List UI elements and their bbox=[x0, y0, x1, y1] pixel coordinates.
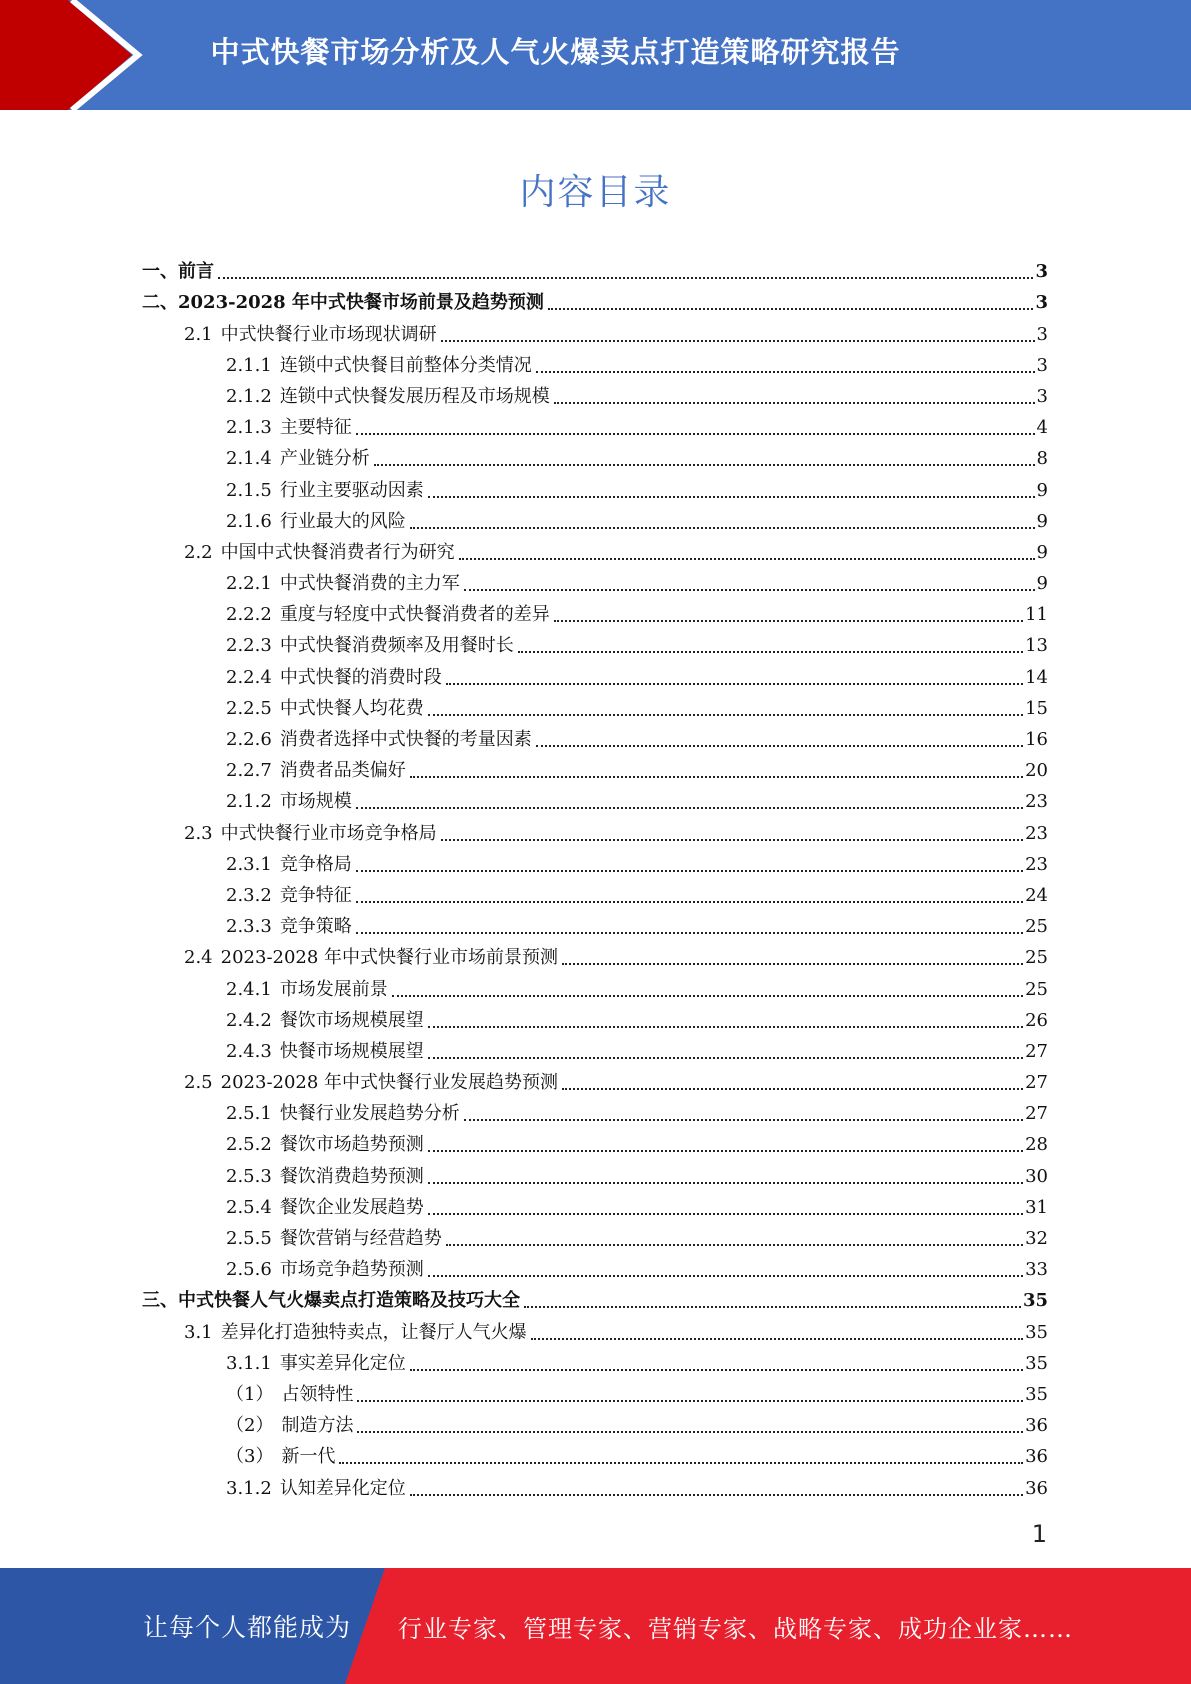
toc-entry-title: 连锁中式快餐发展历程及市场规模 bbox=[279, 385, 550, 407]
toc-entry-title: 制造方法 bbox=[281, 1415, 354, 1437]
toc-entry[interactable] bbox=[142, 596, 1048, 627]
toc-leader-dots bbox=[428, 1138, 1023, 1152]
toc-entry-title: 差异化打造独特卖点，让餐厅人气火爆 bbox=[220, 1321, 527, 1343]
toc-entry-page: 8 bbox=[1036, 448, 1048, 470]
toc-entry-number: 2.2.2 bbox=[226, 604, 272, 626]
toc-entry-page: 16 bbox=[1025, 729, 1048, 750]
toc-entry[interactable] bbox=[142, 1220, 1048, 1251]
footer-slogan: 让每个人都能成为 bbox=[143, 1613, 352, 1642]
toc-entry[interactable] bbox=[142, 1002, 1048, 1033]
toc-entry[interactable] bbox=[142, 627, 1048, 658]
toc-entry-title: 餐饮企业发展趋势 bbox=[279, 1196, 424, 1218]
toc-entry-number: 3.1 bbox=[184, 1321, 213, 1343]
toc-entry-number: 2.2 bbox=[184, 541, 213, 563]
toc-entry[interactable] bbox=[142, 1095, 1048, 1126]
toc-entry-title: 市场发展前景 bbox=[279, 978, 388, 1000]
toc-entry-number: 2.1.2 bbox=[226, 791, 272, 813]
toc-entry-page: 28 bbox=[1025, 1134, 1048, 1156]
toc-entry-title: 重度与轻度中式快餐消费者的差异 bbox=[279, 604, 550, 626]
toc-entry-page: 33 bbox=[1025, 1259, 1048, 1281]
toc-entry-title: 中式快餐行业市场现状调研 bbox=[220, 323, 437, 345]
toc-entry-title: 产业链分析 bbox=[279, 448, 370, 470]
toc-entry[interactable] bbox=[142, 409, 1048, 440]
toc-entry-number: 2.5.3 bbox=[226, 1165, 272, 1187]
toc-leader-dots bbox=[554, 390, 1035, 404]
toc-leader-dots bbox=[356, 920, 1023, 934]
toc-entry-number: 2.1 bbox=[184, 323, 213, 345]
toc-entry-number: 二、 bbox=[142, 292, 178, 314]
toc-entry-title: 中式快餐的消费时段 bbox=[279, 666, 442, 688]
toc-entry-page: 35 bbox=[1025, 1383, 1048, 1405]
toc-entry-number: 2.5.1 bbox=[226, 1103, 272, 1125]
toc-leader-dots bbox=[446, 671, 1023, 685]
toc-leader-dots bbox=[392, 983, 1023, 997]
toc-entry-number: 2.2.3 bbox=[226, 635, 272, 657]
toc-entry-number: 2.5.5 bbox=[226, 1228, 272, 1249]
toc-leader-dots bbox=[428, 1045, 1023, 1059]
toc-entry[interactable] bbox=[142, 534, 1048, 565]
toc-entry[interactable] bbox=[142, 939, 1048, 970]
toc-leader-dots bbox=[464, 1107, 1023, 1121]
toc-entry-title: 消费者选择中式快餐的考量因素 bbox=[279, 729, 532, 750]
toc-entry-number: 2.2.4 bbox=[226, 666, 272, 688]
toc-entry-number: 2.2.6 bbox=[226, 729, 272, 750]
toc-entry[interactable] bbox=[142, 1313, 1048, 1344]
toc-entry[interactable] bbox=[142, 1469, 1048, 1500]
toc-leader-dots bbox=[548, 296, 1034, 310]
toc-leader-dots bbox=[459, 546, 1035, 560]
toc-leader-dots bbox=[554, 608, 1023, 622]
toc-entry-page: 24 bbox=[1025, 884, 1048, 906]
header-arrow-icon bbox=[0, 0, 160, 110]
toc-entry-title: 事实差异化定位 bbox=[279, 1352, 406, 1374]
toc-entry-title: 中式快餐消费频率及用餐时长 bbox=[279, 635, 514, 657]
toc-entry-title: 餐饮营销与经营趋势 bbox=[279, 1228, 442, 1249]
toc-entry[interactable] bbox=[142, 565, 1048, 596]
toc-entry-number: 2.1.6 bbox=[226, 510, 272, 532]
toc-entry-number: 2.4.1 bbox=[226, 978, 272, 1000]
toc-entry-page: 14 bbox=[1025, 666, 1048, 688]
toc-entry-page: 9 bbox=[1036, 541, 1048, 563]
toc-entry-page: 25 bbox=[1025, 916, 1048, 938]
toc-entry[interactable] bbox=[142, 1376, 1048, 1407]
toc-entry[interactable] bbox=[142, 1251, 1048, 1282]
footer-roles: 行业专家、管理专家、营销专家、战略专家、成功企业家…… bbox=[398, 1614, 1073, 1643]
toc-entry-number: 2.2.5 bbox=[226, 697, 272, 719]
toc-entry[interactable] bbox=[142, 752, 1048, 783]
toc-entry-page: 36 bbox=[1025, 1477, 1048, 1499]
toc-entry-page: 27 bbox=[1025, 1072, 1048, 1094]
toc-leader-dots bbox=[357, 1419, 1023, 1433]
toc-entry-number: 2.3 bbox=[184, 822, 213, 844]
toc-entry-title: 前言 bbox=[178, 261, 214, 283]
toc-entry-number: 3.1.2 bbox=[226, 1477, 272, 1499]
toc-entry-number: 2.5.2 bbox=[226, 1134, 272, 1156]
toc-entry[interactable] bbox=[142, 1064, 1048, 1095]
toc-leader-dots bbox=[356, 889, 1023, 903]
toc-entry-title: 竞争策略 bbox=[279, 916, 352, 938]
toc-leader-dots bbox=[410, 515, 1035, 529]
toc-entry-title: 餐饮消费趋势预测 bbox=[279, 1165, 424, 1187]
toc-entry[interactable] bbox=[142, 970, 1048, 1001]
toc-entry[interactable] bbox=[142, 658, 1048, 689]
toc-entry[interactable] bbox=[142, 471, 1048, 502]
toc-entry-title: 餐饮市场趋势预测 bbox=[279, 1134, 424, 1156]
toc-entry-number: 2.4.3 bbox=[226, 1040, 272, 1062]
toc-entry-page: 35 bbox=[1022, 1290, 1048, 1312]
toc-entry[interactable] bbox=[142, 1189, 1048, 1220]
toc-entry[interactable] bbox=[142, 846, 1048, 877]
toc-entry-page: 23 bbox=[1025, 822, 1048, 844]
toc-entry-number: 2.1.4 bbox=[226, 448, 272, 470]
header-bar bbox=[0, 0, 1191, 110]
toc-entry[interactable] bbox=[142, 1033, 1048, 1064]
toc-leader-dots bbox=[428, 484, 1035, 498]
toc-entry-number: 2.5 bbox=[184, 1072, 213, 1094]
toc-entry-number: 2.1.3 bbox=[226, 417, 272, 439]
toc-entry-number: 2.3.2 bbox=[226, 884, 272, 906]
toc-entry-title: 中式快餐行业市场竞争格局 bbox=[220, 822, 437, 844]
toc-entry[interactable] bbox=[142, 284, 1048, 315]
report-title: 中式快餐市场分析及人气火爆卖点打造策略研究报告 bbox=[210, 34, 901, 69]
toc-entry[interactable] bbox=[142, 690, 1048, 721]
toc-entry[interactable] bbox=[142, 1407, 1048, 1438]
toc-entry[interactable] bbox=[142, 1126, 1048, 1157]
toc-entry-page: 9 bbox=[1036, 573, 1048, 595]
toc-leader-dots bbox=[536, 733, 1023, 747]
toc-entry-page: 3 bbox=[1036, 323, 1048, 345]
toc-entry-title: 2023-2028 年中式快餐市场前景及趋势预测 bbox=[178, 292, 544, 314]
toc-entry-title: 2023-2028 年中式快餐行业发展趋势预测 bbox=[220, 1072, 559, 1094]
toc-leader-dots bbox=[356, 795, 1023, 809]
toc-leader-dots bbox=[428, 1170, 1023, 1184]
toc-entry-page: 32 bbox=[1025, 1228, 1048, 1249]
toc-leader-dots bbox=[356, 858, 1023, 872]
toc-leader-dots bbox=[428, 702, 1023, 716]
toc-leader-dots bbox=[428, 1201, 1023, 1215]
toc-heading: 内容目录 bbox=[519, 172, 672, 213]
toc-leader-dots bbox=[428, 1263, 1023, 1277]
toc-leader-dots bbox=[446, 1232, 1023, 1246]
toc-entry-number: 2.4 bbox=[184, 947, 213, 969]
toc-entry-page: 9 bbox=[1036, 479, 1048, 501]
toc-entry-number: 2.2.7 bbox=[226, 760, 272, 782]
toc-entry-number: 2.5.6 bbox=[226, 1259, 272, 1281]
toc-entry-title: 中式快餐人气火爆卖点打造策略及技巧大全 bbox=[178, 1290, 520, 1312]
toc-entry-page: 13 bbox=[1025, 635, 1048, 657]
toc-leader-dots bbox=[562, 951, 1023, 965]
toc-entry-page: 26 bbox=[1025, 1009, 1048, 1031]
toc-leader-dots bbox=[536, 359, 1035, 373]
toc-entry-page: 36 bbox=[1025, 1415, 1048, 1437]
toc-entry-title: 中国中式快餐消费者行为研究 bbox=[220, 541, 455, 563]
toc-entry-page: 25 bbox=[1025, 947, 1048, 969]
toc-leader-dots bbox=[410, 1482, 1023, 1496]
toc-entry-number: （1） bbox=[226, 1383, 274, 1405]
toc-entry-title: 连锁中式快餐目前整体分类情况 bbox=[279, 354, 532, 376]
toc-entry-title: 快餐市场规模展望 bbox=[279, 1040, 424, 1062]
toc-entry-title: 新一代 bbox=[281, 1446, 336, 1468]
toc-entry[interactable] bbox=[142, 315, 1048, 346]
toc-leader-dots bbox=[441, 328, 1035, 342]
toc-entry[interactable] bbox=[142, 908, 1048, 939]
toc-entry-page: 20 bbox=[1025, 760, 1048, 782]
toc-entry[interactable] bbox=[142, 783, 1048, 814]
toc-entry[interactable] bbox=[142, 1345, 1048, 1376]
toc-leader-dots bbox=[356, 421, 1035, 435]
toc-leader-dots bbox=[441, 827, 1023, 841]
toc-entry-page: 3 bbox=[1036, 354, 1048, 376]
toc-entry-title: 中式快餐人均花费 bbox=[279, 697, 424, 719]
toc-entry-title: 2023-2028 年中式快餐行业市场前景预测 bbox=[220, 947, 559, 969]
toc-entry-page: 30 bbox=[1025, 1165, 1048, 1187]
toc-entry-page: 25 bbox=[1025, 978, 1048, 1000]
toc-leader-dots bbox=[428, 1014, 1023, 1028]
toc-leader-dots bbox=[374, 452, 1035, 466]
toc-entry-number: 2.4.2 bbox=[226, 1009, 272, 1031]
toc-leader-dots bbox=[410, 1357, 1023, 1371]
toc-leader-dots bbox=[410, 764, 1023, 778]
toc-list bbox=[142, 253, 1048, 1501]
toc-entry-page: 31 bbox=[1025, 1196, 1048, 1218]
toc-entry-page: 23 bbox=[1025, 853, 1048, 875]
toc-entry-number: （2） bbox=[226, 1415, 274, 1437]
toc-leader-dots bbox=[524, 1294, 1021, 1308]
toc-entry-number: 2.5.4 bbox=[226, 1196, 272, 1218]
toc-leader-dots bbox=[357, 1388, 1023, 1402]
toc-entry-number: 三、 bbox=[142, 1290, 178, 1312]
toc-entry-number: 2.3.3 bbox=[226, 916, 272, 938]
toc-entry-page: 4 bbox=[1036, 417, 1048, 439]
toc-entry-number: 一、 bbox=[142, 261, 178, 283]
header-arrow-red bbox=[0, 0, 132, 110]
toc-entry-page: 23 bbox=[1025, 791, 1048, 813]
toc-entry-title: 消费者品类偏好 bbox=[279, 760, 406, 782]
page-number: 1 bbox=[1031, 1520, 1047, 1548]
toc-entry-title: 竞争格局 bbox=[279, 853, 352, 875]
toc-entry-title: 认知差异化定位 bbox=[279, 1477, 406, 1499]
toc-entry-page: 27 bbox=[1025, 1040, 1048, 1062]
toc-entry-title: 餐饮市场规模展望 bbox=[279, 1009, 424, 1031]
toc-entry-title: 中式快餐消费的主力军 bbox=[279, 573, 460, 595]
toc-entry-page: 3 bbox=[1035, 261, 1048, 283]
toc-leader-dots bbox=[531, 1326, 1023, 1340]
toc-entry[interactable] bbox=[142, 347, 1048, 378]
toc-entry[interactable] bbox=[142, 721, 1048, 752]
toc-entry[interactable] bbox=[142, 440, 1048, 471]
toc-entry-page: 36 bbox=[1025, 1446, 1048, 1468]
toc-entry-title: 占领特性 bbox=[281, 1383, 354, 1405]
toc-entry-number: 2.1.1 bbox=[226, 354, 272, 376]
toc-entry-page: 3 bbox=[1035, 292, 1048, 314]
toc-entry[interactable] bbox=[142, 1282, 1048, 1313]
toc-entry-page: 35 bbox=[1025, 1321, 1048, 1343]
toc-entry-page: 11 bbox=[1025, 604, 1048, 626]
toc-entry-number: 2.2.1 bbox=[226, 573, 272, 595]
toc-entry[interactable] bbox=[142, 253, 1048, 284]
toc-entry-number: 2.3.1 bbox=[226, 853, 272, 875]
toc-entry-title: 市场规模 bbox=[279, 791, 352, 813]
toc-entry-number: 2.1.5 bbox=[226, 479, 272, 501]
toc-leader-dots bbox=[218, 265, 1033, 279]
toc-entry-number: 2.1.2 bbox=[226, 385, 272, 407]
toc-entry-page: 35 bbox=[1025, 1352, 1048, 1374]
toc-entry[interactable] bbox=[142, 503, 1048, 534]
toc-entry[interactable] bbox=[142, 1157, 1048, 1188]
toc-entry-page: 15 bbox=[1025, 697, 1048, 719]
toc-leader-dots bbox=[562, 1076, 1023, 1090]
toc-entry-title: 行业最大的风险 bbox=[279, 510, 406, 532]
toc-leader-dots bbox=[518, 639, 1023, 653]
toc-entry-number: （3） bbox=[226, 1446, 274, 1468]
toc-entry[interactable] bbox=[142, 1438, 1048, 1469]
toc-entry-title: 快餐行业发展趋势分析 bbox=[279, 1103, 460, 1125]
toc-entry-number: 3.1.1 bbox=[226, 1352, 272, 1374]
toc-entry-title: 竞争特征 bbox=[279, 884, 352, 906]
toc-entry[interactable] bbox=[142, 877, 1048, 908]
toc-entry-page: 9 bbox=[1036, 510, 1048, 532]
toc-leader-dots bbox=[339, 1450, 1023, 1464]
toc-entry-title: 主要特征 bbox=[279, 417, 352, 439]
toc-leader-dots bbox=[464, 577, 1035, 591]
toc-entry[interactable] bbox=[142, 378, 1048, 409]
toc-entry-page: 3 bbox=[1036, 385, 1048, 407]
toc-entry-page: 27 bbox=[1025, 1103, 1048, 1125]
toc-entry-title: 行业主要驱动因素 bbox=[279, 479, 424, 501]
footer-banner bbox=[0, 1568, 1191, 1684]
toc-entry-title: 市场竞争趋势预测 bbox=[279, 1259, 424, 1281]
toc-entry[interactable] bbox=[142, 814, 1048, 845]
